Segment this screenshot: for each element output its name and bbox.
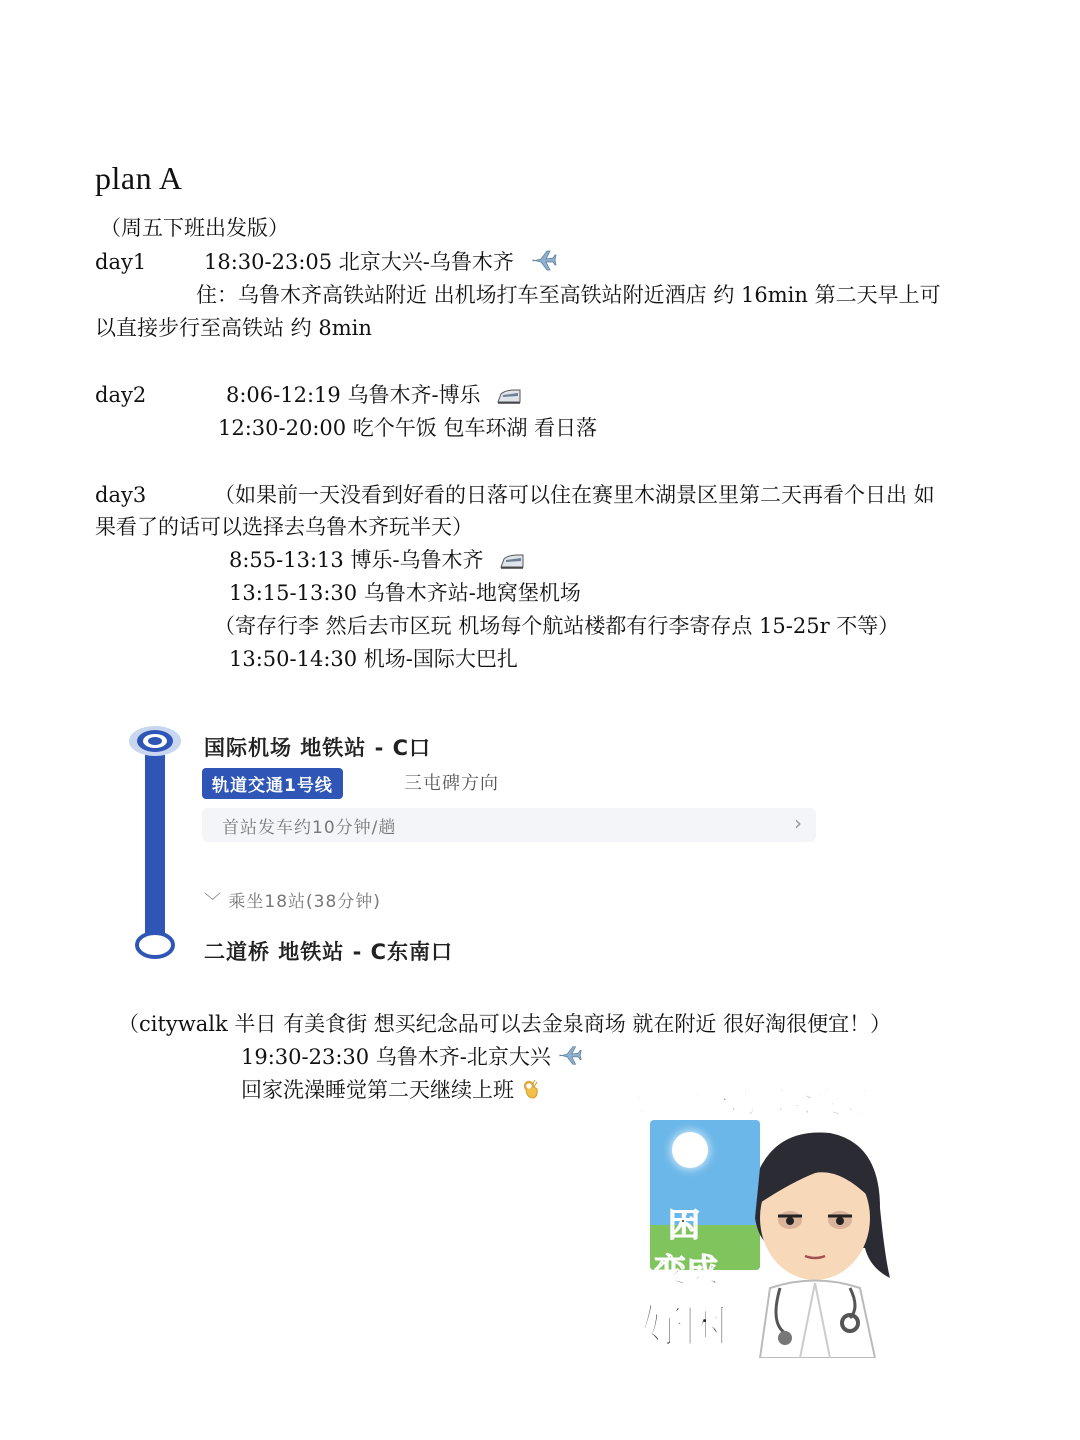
origin-stop-icon — [128, 724, 182, 758]
day1-label: day1 — [95, 250, 147, 274]
airplane-icon — [531, 249, 557, 278]
subtitle: （周五下班出发版） — [100, 216, 289, 240]
page-title: plan A — [95, 160, 183, 196]
line-badge: 轨道交通1号线 — [202, 768, 343, 799]
high-speed-train-icon — [500, 548, 524, 576]
day1-stay-line1: 住：乌鲁木齐高铁站附近 出机场打车至高铁站附近酒店 约 16min 第二天早上可 — [196, 283, 941, 307]
day3-label: day3 — [95, 483, 147, 507]
day3-transfer: 13:15-13:30 乌鲁木齐站-地窝堡机场 — [229, 581, 581, 605]
day1-flight-text: 18:30-23:05 北京大兴-乌鲁木齐 — [204, 250, 514, 274]
sticker-word-very-sleepy: 好困 — [640, 1301, 728, 1352]
ride-info[interactable] — [204, 887, 381, 912]
day2-train — [226, 381, 521, 411]
day3-note-line2: 果看了的话可以选择去乌鲁木齐玩半天） — [95, 515, 473, 539]
sticker-word-sleepy: 困 — [668, 1206, 701, 1244]
line-direction: 三屯碑方向 — [404, 773, 499, 794]
day3-bus: 13:50-14:30 机场-国际大巴扎 — [229, 647, 518, 671]
day3-train-text: 8:55-13:13 博乐-乌鲁木齐 — [229, 548, 484, 572]
sticker-caption: 上班后一切都会变好 — [616, 1085, 869, 1119]
day3-luggage: （寄存行李 然后去市区玩 机场每个航站楼都有行李寄存点 15-25r 不等） — [214, 614, 900, 638]
day3-note-line1: （如果前一天没看到好看的日落可以住在赛里木湖景区里第二天再看个日出 如 — [214, 483, 935, 507]
ride-info-text: 乘坐18站(38分钟) — [228, 892, 381, 912]
chevron-down-icon: ﹀ — [204, 892, 229, 912]
meme-sticker — [610, 1080, 910, 1370]
day2-train-text: 8:06-12:19 乌鲁木齐-博乐 — [226, 383, 481, 407]
chevron-right-icon: › — [794, 811, 802, 835]
day2-plan: 12:30-20:00 吃个午饭 包车环湖 看日落 — [218, 416, 598, 440]
day1-stay-line2: 以直接步行至高铁站 约 8min — [95, 316, 372, 340]
end-note-text: 回家洗澡睡觉第二天继续上班 — [241, 1078, 514, 1102]
metro-line-bar — [145, 742, 165, 952]
sticker-word-become: 变成 — [654, 1251, 719, 1289]
doctor-character-icon — [720, 1128, 900, 1358]
return-flight-text: 19:30-23:30 乌鲁木齐-北京大兴 — [241, 1045, 551, 1069]
return-flight — [241, 1043, 582, 1073]
frequency-text: 首站发车约10分钟/趟 — [222, 818, 397, 838]
high-speed-train-icon — [497, 383, 521, 411]
destination-station: 二道桥 地铁站 - C东南口 — [204, 940, 454, 964]
day1-flight — [204, 248, 557, 278]
frequency-row[interactable] — [202, 808, 816, 842]
day2-label: day2 — [95, 383, 147, 407]
metro-route-card — [120, 712, 840, 982]
citywalk-note: （citywalk 半日 有美食街 想买纪念品可以去金泉商场 就在附近 很好淘很便宜！） — [118, 1012, 892, 1036]
airplane-icon — [558, 1044, 582, 1073]
origin-station: 国际机场 地铁站 - C口 — [204, 736, 432, 760]
destination-stop-icon — [134, 930, 176, 960]
day3-train — [229, 546, 524, 576]
ok-hand-icon — [523, 1078, 539, 1106]
end-note — [241, 1076, 539, 1106]
sun-icon — [672, 1132, 708, 1168]
